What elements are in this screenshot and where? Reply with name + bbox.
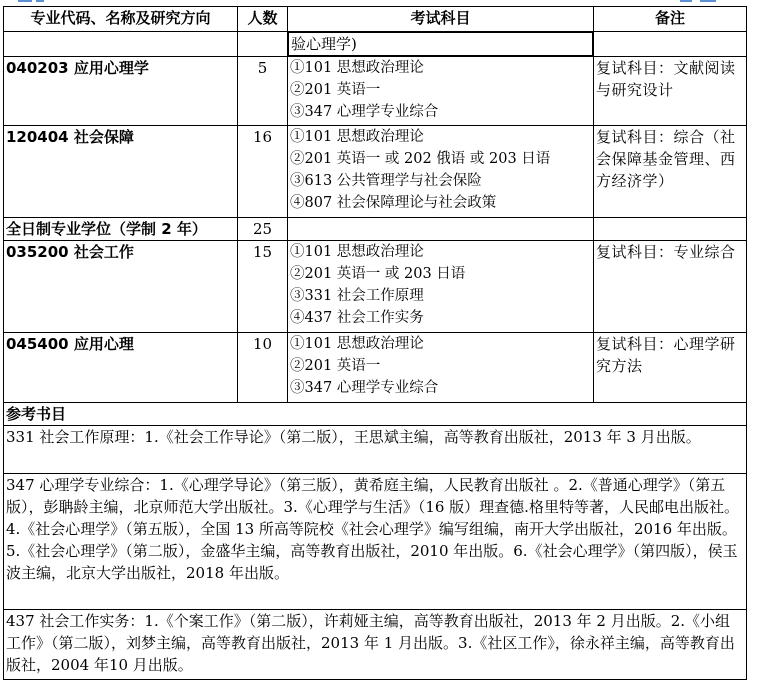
reference-row bbox=[4, 426, 747, 474]
table-row bbox=[4, 333, 747, 403]
subject-item: ①101 思想政治理论 bbox=[290, 244, 424, 260]
header-subjects: 考试科目 bbox=[288, 7, 594, 32]
major-name: 045400 应用心理 bbox=[4, 333, 238, 403]
table-row bbox=[4, 126, 747, 218]
header-notes: 备注 bbox=[594, 7, 747, 32]
major-name: 040203 应用心理学 bbox=[4, 57, 238, 126]
exam-subjects bbox=[288, 57, 594, 126]
reference-row bbox=[4, 474, 747, 610]
subject-item: ③347 心理学专业综合 bbox=[290, 380, 439, 396]
subject-item: ③613 公共管理学与社会保险 bbox=[290, 173, 482, 189]
subject-item: ②201 英语一 bbox=[290, 82, 381, 98]
section-count: 25 bbox=[238, 218, 288, 241]
section-label: 全日制专业学位（学制 2 年） bbox=[4, 218, 238, 241]
table-row bbox=[4, 241, 747, 333]
enrollment-count: 16 bbox=[238, 126, 288, 218]
subject-item: ③347 心理学专业综合 bbox=[290, 104, 439, 120]
admissions-table bbox=[3, 6, 747, 680]
reference-row bbox=[4, 610, 747, 680]
subject-item: ①101 思想政治理论 bbox=[290, 60, 424, 76]
exam-subjects bbox=[288, 126, 594, 218]
major-name: 120404 社会保障 bbox=[4, 126, 238, 218]
exam-subjects bbox=[288, 333, 594, 403]
reference-item: 437 社会工作实务：1.《个案工作》（第二版），许莉娅主编，高等教育出版社，2013 年 2 月出版。2.《小组工作》（第二版），刘梦主编，高等教育出版社，2013 年 1 月出版。3.《社区工作》，徐永祥主编，高等教育出版社，2004 年10 月出版。 bbox=[4, 610, 747, 680]
subject-item: ②201 英语一 或 203 日语 bbox=[290, 266, 466, 282]
note: 复试科目：专业综合 bbox=[594, 241, 747, 333]
reference-item: 331 社会工作原理：1.《社会工作导论》（第二版），王思斌主编，高等教育出版社，2013 年 3 月出版。 bbox=[4, 426, 747, 474]
section-row bbox=[4, 218, 747, 241]
subject-item: ④437 社会工作实务 bbox=[290, 310, 424, 326]
subject-item: ①101 思想政治理论 bbox=[290, 336, 424, 352]
references-title-row bbox=[4, 403, 747, 426]
subject-item: ①101 思想政治理论 bbox=[290, 129, 424, 145]
major-name: 035200 社会工作 bbox=[4, 241, 238, 333]
references-title: 参考书目 bbox=[4, 403, 747, 426]
note: 复试科目：心理学研究方法 bbox=[594, 333, 747, 403]
subject-item: ③331 社会工作原理 bbox=[290, 288, 424, 304]
header-row bbox=[4, 7, 747, 32]
enrollment-count: 15 bbox=[238, 241, 288, 333]
enrollment-count: 5 bbox=[238, 57, 288, 126]
enrollment-count: 10 bbox=[238, 333, 288, 403]
header-major: 专业代码、名称及研究方向 bbox=[4, 7, 238, 32]
note: 复试科目：文献阅读与研究设计 bbox=[594, 57, 747, 126]
table-row bbox=[4, 57, 747, 126]
subject-item: ④807 社会保障理论与社会政策 bbox=[290, 195, 497, 211]
continuation-row bbox=[4, 32, 747, 57]
subject-item: ②201 英语一 或 202 俄语 或 203 日语 bbox=[290, 151, 551, 167]
exam-subjects bbox=[288, 241, 594, 333]
header-count: 人数 bbox=[238, 7, 288, 32]
continuation-text: 验心理学) bbox=[288, 32, 593, 56]
note: 复试科目：综合（社会保障基金管理、西方经济学） bbox=[594, 126, 747, 218]
subject-item: ②201 英语一 bbox=[290, 358, 381, 374]
reference-item: 347 心理学专业综合：1.《心理学导论》（第三版），黄希庭主编，人民教育出版社 。2.《普通心理学》（第五版），彭聃龄主编，北京师范大学出版社。3.《心理学与生活》（16 版）理查德.格里特等著，人民邮电出版社。4.《社会心理学》（第五版），全国 13 所高等院校《社会心理学》编写组编，南开大学出版社，2016 年出版。5.《社会心理学》（第二版），金盛华主编，高等教育出版社，2010 年出版。6.《社会心理学》（第四版），侯玉波主编，北京大学出版社，2018 年出版。 bbox=[4, 474, 747, 610]
